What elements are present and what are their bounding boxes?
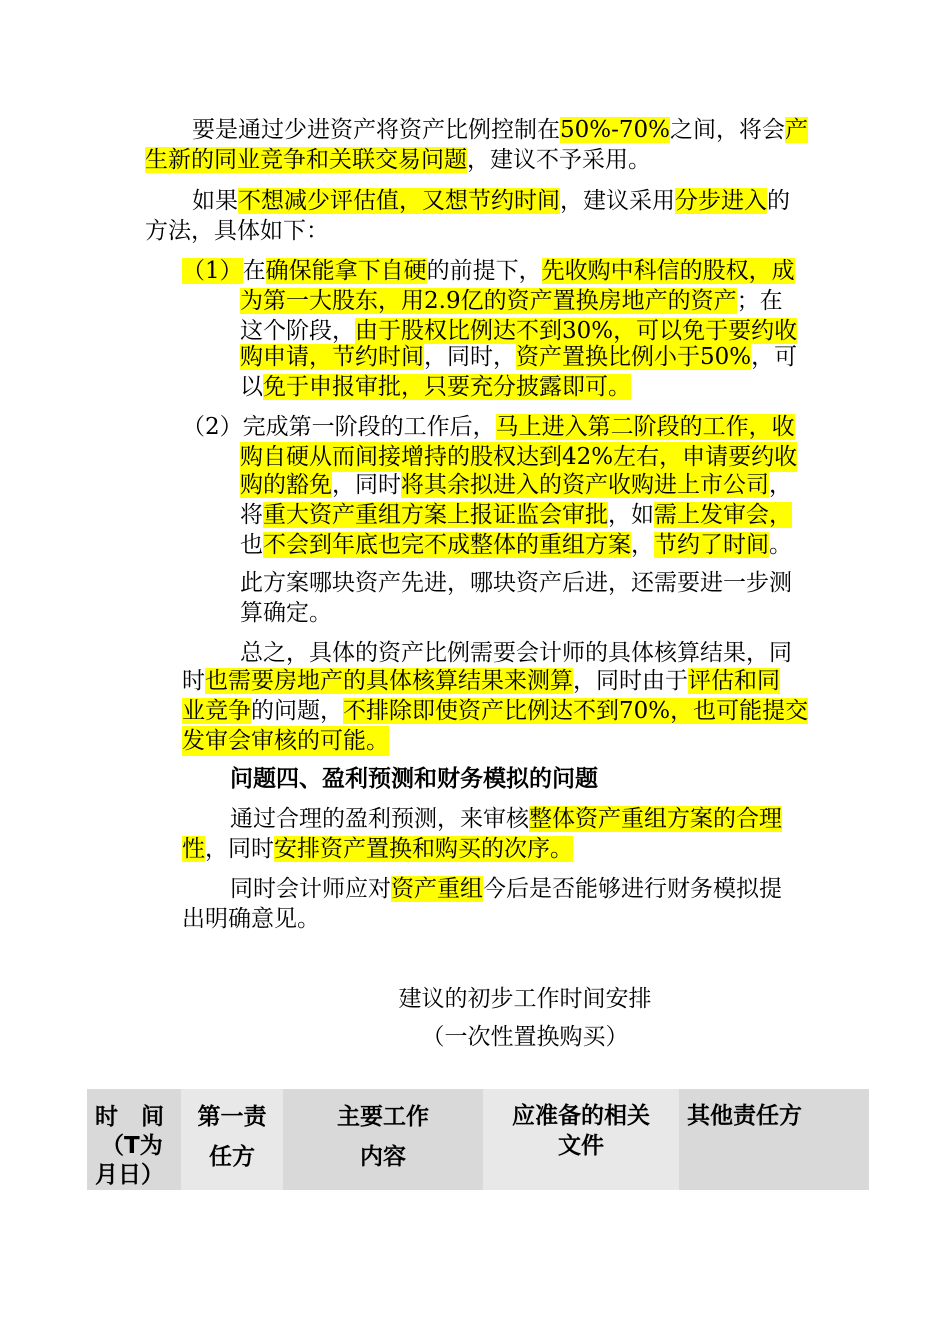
header-main-work: 主要工作 内容 [283, 1089, 483, 1190]
para5-line2: 性，同时安排资产置换和购买的次序。 [182, 836, 573, 862]
para4-line2: 时也需要房地产的具体核算结果来测算，同时由于评估和同 [182, 668, 780, 694]
para3-line1: 此方案哪块资产先进，哪块资产后进，还需要进一步测 [240, 570, 792, 596]
para1-line1: 要是通过少进资产将资产比例控制在50%-70%之间，将会产 [192, 117, 809, 143]
item1-line5: 以免于申报审批，只要充分披露即可。 [240, 374, 631, 400]
item2-line5: 也不会到年底也完不成整体的重组方案，节约了时间。 [240, 532, 792, 558]
para1-line2: 生新的同业竞争和关联交易问题，建议不予采用。 [145, 147, 651, 173]
item1-line1: （1）在确保能拿下自硬的前提下，先收购中科信的股权，成 [182, 258, 795, 284]
header-first-responsible: 第一责 任方 [181, 1089, 283, 1190]
para3-line2: 算确定。 [240, 600, 332, 626]
item2-line4: 将重大资产重组方案上报证监会审批，如需上发审会， [240, 502, 792, 528]
item1-line2: 为第一大股东，用2.9亿的资产置换房地产的资产；在 [240, 288, 783, 314]
item2-line2: 购自硬从而间接增持的股权达到42%左右，申请要约收 [240, 444, 798, 470]
para2-line1: 如果不想减少评估值，又想节约时间，建议采用分步进入的 [192, 188, 790, 214]
para4-line1: 总之，具体的资产比例需要会计师的具体核算结果，同 [240, 640, 792, 666]
para6-line1: 同时会计师应对资产重组今后是否能够进行财务模拟提 [230, 876, 782, 902]
header-time: 时 间 （T为 月日） [87, 1089, 181, 1190]
schedule-header-row [87, 1089, 869, 1190]
header-documents: 应准备的相关 文件 [483, 1089, 679, 1190]
schedule-subtitle: （一次性置换购买） [421, 1024, 629, 1050]
item2-line3: 购的豁免，同时将其余拟进入的资产收购进上市公司， [240, 472, 792, 498]
schedule-title: 建议的初步工作时间安排 [398, 986, 652, 1012]
para4-line4: 发审会审核的可能。 [182, 728, 389, 754]
para6-line2: 出明确意见。 [182, 906, 320, 932]
item2-line1: （2）完成第一阶段的工作后，马上进入第二阶段的工作，收 [182, 414, 795, 440]
item1-line3: 这个阶段，由于股权比例达不到30%，可以免于要约收 [240, 318, 798, 344]
section-heading: 问题四、盈利预测和财务模拟的问题 [230, 766, 598, 792]
para2-line2: 方法，具体如下： [145, 218, 329, 244]
para4-line3: 业竞争的问题，不排除即使资产比例达不到70%，也可能提交 [182, 698, 809, 724]
para5-line1: 通过合理的盈利预测，来审核整体资产重组方案的合理 [230, 806, 782, 832]
header-other-responsible: 其他责任方 [679, 1089, 869, 1190]
item1-line4: 购申请，节约时间，同时，资产置换比例小于50%，可 [240, 344, 798, 370]
schedule-table [87, 1089, 869, 1190]
